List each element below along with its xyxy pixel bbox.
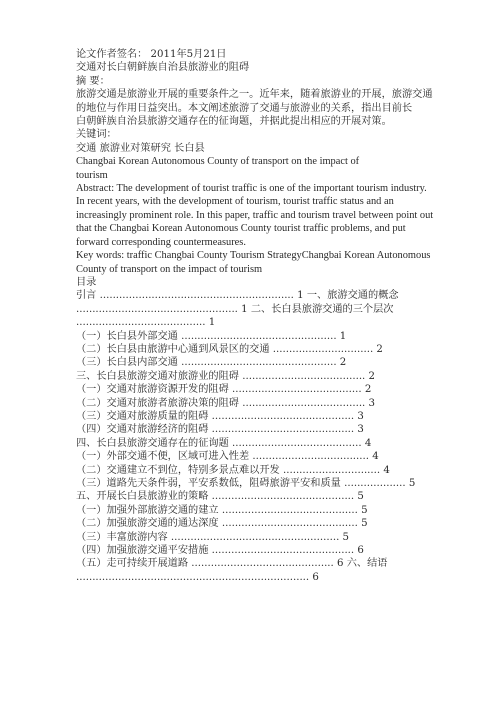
title-cn: 交通对长白朝鲜族自治县旅游业的阻碍: [76, 62, 250, 74]
toc-entry: （三）长白县内部交通 ................................................ 2: [76, 357, 347, 369]
toc-entry: .................................................. 1 二、长白县旅游交通的三个层次: [76, 303, 394, 315]
toc-heading: 目录: [76, 276, 97, 288]
toc-entry: （三）交通对旅游质量的阻碍 ............................................ 3: [76, 410, 364, 422]
document-page: [76, 48, 472, 584]
keywords-en-line: County of transport on the impact of tourism: [76, 263, 263, 275]
toc-entry: 四、长白县旅游交通存在的征询题 ........................................ 4: [76, 437, 372, 449]
toc-entry: （三）道路先天条件弱，平安系数低，阻碍旅游平安和质量 ................... 5: [76, 478, 416, 489]
abstract-cn-line: 的地位与作用日益突出。本文阐述旅游了交通与旅游业的关系，指出目前长: [76, 102, 413, 114]
toc-entry: ........................................ 1: [76, 317, 216, 329]
toc-entry: （一）外部交通不便，区域可进入性差 .................................... 4: [76, 451, 379, 463]
table-of-contents: [76, 289, 472, 584]
keywords-cn: 交通 旅游业对策研究 长白县: [76, 142, 205, 154]
title-en-line: Changbai Korean Autonomous County of transport on the impact of: [76, 156, 360, 168]
toc-entry: （二）加强旅游交通的通达深度 .......................................... 5: [76, 518, 368, 530]
toc-entry: 五、开展长白县旅游业的策略 ............................................ 5: [76, 491, 364, 503]
abstract-cn-line: 白朝鲜族自治县旅游交通存在的征询题，并据此提出相应的开展对策。: [76, 116, 392, 128]
abstract-en-line: increasingly prominent role. In this paper, traffic and tourism travel between point out: [76, 209, 434, 221]
toc-entry: 引言 ............................................................ 1 一、旅游交通的概念: [76, 290, 399, 302]
abstract-en-line: Abstract: The development of tourist traffic is one of the important tourism industry.: [76, 183, 427, 195]
toc-entry: （三）丰富旅游内容 .................................................... 5: [76, 531, 350, 543]
toc-entry: （一）交通对旅游资源开发的阻碍 ........................................ 2: [76, 384, 372, 396]
toc-entry: ........................................................................ 6: [76, 571, 319, 583]
toc-entry: （二）交通建立不到位，特别多景点难以开发 .............................. 4: [76, 464, 390, 476]
toc-entry: （二）交通对旅游者旅游决策的阻碍 ...................................... 3: [76, 397, 376, 409]
abstract-en-line: In recent years, with the development of tourism, tourist traffic status and an: [76, 196, 394, 208]
toc-entry: （一）加强外部旅游交通的建立 .......................................... 5: [76, 504, 368, 516]
abstract-en-line: that the Changbai Korean Autonomous County tourist traffic problems, and put: [76, 223, 406, 235]
signature-date-line: 论文作者签名： 2011年5月21日: [76, 49, 227, 60]
abstract-cn-heading: 摘 要：: [76, 75, 110, 87]
toc-entry: （一）长白县外部交通 ................................................ 1: [76, 330, 347, 342]
toc-entry: 三、长白县旅游交通对旅游业的阻碍 ...................................... 2: [76, 370, 376, 382]
keywords-cn-heading: 关键词：: [76, 129, 117, 141]
toc-entry: （五）走可持续开展道路 ............................................ 6 六、结语: [76, 558, 388, 570]
toc-entry: （四）加强旅游交通平安措施 ............................................ 6: [76, 545, 364, 557]
toc-entry: （四）交通对旅游经济的阻碍 ............................................ 3: [76, 424, 364, 436]
toc-entry: （二）长白县由旅游中心通到风景区的交通 ............................... 2: [76, 343, 383, 355]
keywords-en-line: Key words: traffic Changbai County Tourism StrategyChangbai Korean Autonomous: [76, 250, 431, 262]
abstract-cn-line: 旅游交通是旅游业开展的重要条件之一。近年来，随着旅游业的开展，旅游交通: [76, 89, 433, 101]
title-en-line: tourism: [76, 169, 108, 181]
abstract-en-line: forward corresponding countermeasures.: [76, 236, 246, 248]
